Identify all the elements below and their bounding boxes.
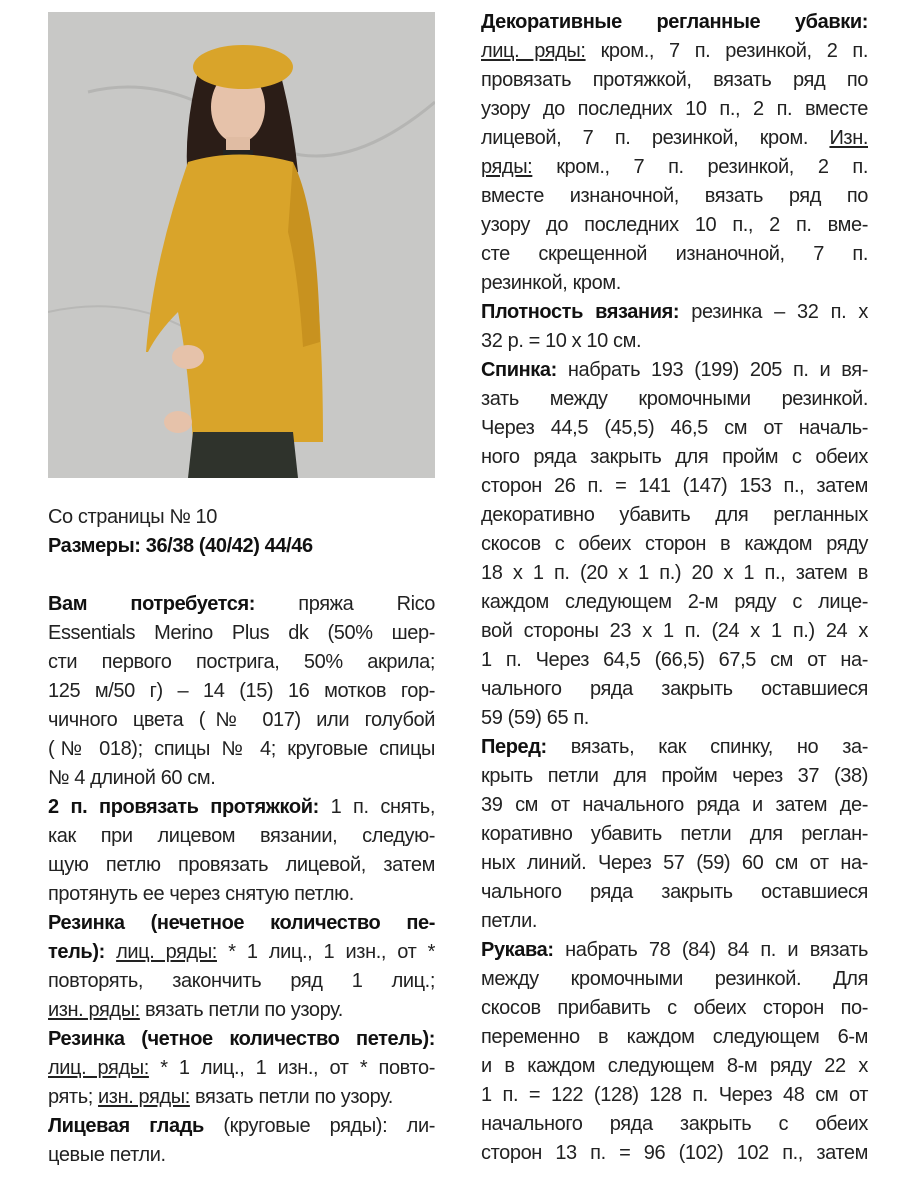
body-text [105, 941, 116, 963]
body-text: набрать 78 (84) 84 п. и вязать [553, 939, 868, 961]
text-line [48, 851, 435, 880]
body-text: протянуть ее через снятую петлю. [48, 883, 354, 905]
body-text: резинкой, кром. [481, 272, 621, 294]
text-line [48, 880, 435, 909]
body-text: 18 х 1 п. (20 х 1 п.) 20 х 1 п., затем в [481, 562, 868, 584]
spacer [48, 561, 435, 590]
body-text: Через 44,5 (45,5) 46,5 см от началь- [481, 417, 868, 439]
body-text: узору до последних 10 п., 2 п. вме- [481, 214, 868, 236]
body-text: кром., 7 п. резинкой, 2 п. [532, 156, 868, 178]
text-line [48, 1112, 435, 1141]
paragraph [48, 590, 435, 793]
text-line [48, 706, 435, 735]
text-line [481, 878, 868, 907]
paragraph [48, 1025, 435, 1112]
text-line [48, 648, 435, 677]
body-text: пряжа Rico [255, 593, 435, 615]
text-line [481, 936, 868, 965]
bold-heading-text: Декоративные регланные убавки: [481, 11, 868, 33]
text-line [481, 675, 868, 704]
text-line [481, 646, 868, 675]
text-line [481, 559, 868, 588]
body-text: лицевой, 7 п. резинкой, кром. [481, 127, 830, 149]
paragraph [481, 356, 868, 733]
body-text: чального ряда закрыть оставшиеся [481, 881, 868, 903]
text-line [481, 8, 868, 37]
body-text: 59 (59) 65 п. [481, 707, 589, 729]
text-line [481, 530, 868, 559]
text-line [48, 967, 435, 996]
text-line [48, 503, 435, 532]
text-line [48, 764, 435, 793]
body-text: переменно в каждом следующем 6-м [481, 1026, 868, 1048]
body-text: 125 м/50 г) – 14 (15) 16 мотков гор- [48, 680, 435, 702]
text-line [481, 269, 868, 298]
text-line [48, 735, 435, 764]
body-text: коративно убавить петли для реглан- [481, 823, 868, 845]
text-line [481, 965, 868, 994]
text-line [48, 677, 435, 706]
body-text: 1 п. снять, [318, 796, 435, 818]
bold-heading-text: Вам потребуется: [48, 593, 256, 615]
body-text: кром., 7 п. резинкой, 2 п. [585, 40, 868, 62]
paragraph [481, 298, 868, 356]
body-text: (№ 018); спицы № 4; круговые спицы [48, 738, 435, 760]
text-line [481, 1139, 868, 1168]
body-text: узору до последних 10 п., 2 п. вместе [481, 98, 868, 120]
body-text: щую петлю провязать лицевой, затем [48, 854, 435, 876]
text-line [48, 909, 435, 938]
body-text: петли. [481, 910, 538, 932]
text-line [481, 443, 868, 472]
body-text: 39 см от начального ряда и затем де- [481, 794, 868, 816]
bold-heading-text: Спинка: [481, 359, 557, 381]
text-line [481, 356, 868, 385]
bold-heading-text: Резинка (нечетное количество пе- [48, 912, 435, 934]
text-line [481, 791, 868, 820]
body-text: декоративно убавить для регланных [481, 504, 868, 526]
text-line [48, 1054, 435, 1083]
text-line [481, 588, 868, 617]
paragraph [48, 532, 435, 561]
body-text: Со страницы № 10 [48, 506, 217, 528]
bold-heading-text: Резинка (четное количество петель): [48, 1028, 435, 1050]
body-text: сторон 26 п. = 141 (147) 153 п., затем [481, 475, 868, 497]
body-text: вязать петли по узору. [189, 1086, 393, 1108]
text-line [48, 996, 435, 1025]
body-text: 32 р. = 10 х 10 см. [481, 330, 642, 352]
bold-heading-text: Размеры: 36/38 (40/42) 44/46 [48, 535, 313, 557]
body-text: резинка – 32 п. х [679, 301, 868, 323]
text-line [481, 1023, 868, 1052]
text-line [48, 938, 435, 967]
text-line [481, 414, 868, 443]
body-text: крыть петли для пройм через 37 (38) [481, 765, 868, 787]
text-line [481, 820, 868, 849]
text-line [481, 501, 868, 530]
text-line [481, 211, 868, 240]
text-line [48, 1025, 435, 1054]
body-text: зать между кромочными резинкой. [481, 388, 868, 410]
body-text: рять; [48, 1086, 99, 1108]
body-text: (круговые ряды): ли- [203, 1115, 435, 1137]
body-text: набрать 193 (199) 205 п. и вя- [556, 359, 868, 381]
woman-in-mustard-sweater-illustration [48, 12, 435, 478]
body-text: каждом следующем 2-м ряду с лице- [481, 591, 868, 613]
text-line [481, 95, 868, 124]
body-text: начального ряда закрыть с обеих [481, 1113, 868, 1135]
underlined-term: лиц. ряды: [48, 1057, 149, 1079]
text-line [481, 907, 868, 936]
underlined-term: ряды: [481, 156, 533, 178]
model-photo [48, 12, 435, 478]
body-text: чального ряда закрыть оставшиеся [481, 678, 868, 700]
body-text: провязать протяжкой, вязать ряд по [481, 69, 868, 91]
paragraph [48, 793, 435, 909]
bold-heading-text: Рукава: [481, 939, 554, 961]
paragraph [481, 936, 868, 1168]
bold-heading-text: Перед: [481, 736, 547, 758]
text-line [481, 124, 868, 153]
text-line [48, 532, 435, 561]
body-text: вой стороны 23 х 1 п. (24 х 1 п.) 24 х [481, 620, 868, 642]
right-text-column [481, 8, 868, 1168]
underlined-term: изн. ряды: [98, 1086, 190, 1108]
text-line [48, 619, 435, 648]
body-text: 1 п. Через 64,5 (66,5) 67,5 см от на- [481, 649, 868, 671]
body-text: скосов прибавить с обеих сторон по- [481, 997, 868, 1019]
bold-heading-text: Лицевая гладь [48, 1115, 204, 1137]
body-text: сти первого пострига, 50% акрила; [48, 651, 435, 673]
body-text: сте скрещенной изнаночной, 7 п. [481, 243, 868, 265]
paragraph [48, 1112, 435, 1170]
body-text: * 1 лиц., 1 изн., от * повто- [148, 1057, 435, 1079]
text-line [481, 762, 868, 791]
paragraph [48, 503, 435, 532]
left-text-column [48, 503, 435, 1170]
bold-heading-text: тель): [48, 941, 105, 963]
body-text: вязать, как спинку, но за- [546, 736, 868, 758]
body-text: 1 п. = 122 (128) 128 п. Через 48 см от [481, 1084, 868, 1106]
text-line [481, 472, 868, 501]
underlined-term: Изн. [829, 127, 868, 149]
text-line [48, 1141, 435, 1170]
body-text: повторять, закончить ряд 1 лиц.; [48, 970, 435, 992]
text-line [481, 298, 868, 327]
text-line [48, 1083, 435, 1112]
text-line [481, 385, 868, 414]
paragraph [481, 8, 868, 298]
body-text: ного ряда закрыть для пройм с обеих [481, 446, 868, 468]
text-line [481, 733, 868, 762]
body-text: как при лицевом вязании, следую- [48, 825, 435, 847]
paragraph [481, 733, 868, 936]
text-line [481, 704, 868, 733]
text-line [481, 1110, 868, 1139]
body-text: между кромочными резинкой. Для [481, 968, 868, 990]
text-line [481, 1052, 868, 1081]
text-line [481, 994, 868, 1023]
body-text: и в каждом следующем 8-м ряду 22 х [481, 1055, 868, 1077]
body-text: вязать петли по узору. [139, 999, 343, 1021]
bold-heading-text: Плотность вязания: [481, 301, 680, 323]
body-text: цевые петли. [48, 1144, 166, 1166]
body-text: сторон 13 п. = 96 (102) 102 п., затем [481, 1142, 868, 1164]
body-text: чичного цвета (№ 017) или голубой [48, 709, 435, 731]
text-line [48, 590, 435, 619]
text-line [48, 822, 435, 851]
body-text: вместе изнаночной, вязать ряд по [481, 185, 868, 207]
text-line [481, 327, 868, 356]
text-line [481, 849, 868, 878]
underlined-term: изн. ряды: [48, 999, 140, 1021]
bold-heading-text: 2 п. провязать протяжкой: [48, 796, 319, 818]
body-text: ных линий. Через 57 (59) 60 см от на- [481, 852, 868, 874]
paragraph [48, 909, 435, 1025]
body-text: скосов с обеих сторон в каждом ряду [481, 533, 868, 555]
text-line [481, 66, 868, 95]
text-line [481, 182, 868, 211]
text-line [481, 153, 868, 182]
body-text: № 4 длиной 60 см. [48, 767, 216, 789]
text-line [481, 240, 868, 269]
underlined-term: лиц. ряды: [116, 941, 217, 963]
text-line [481, 37, 868, 66]
body-text: * 1 лиц., 1 изн., от * [216, 941, 435, 963]
text-line [48, 793, 435, 822]
text-line [481, 617, 868, 646]
underlined-term: лиц. ряды: [481, 40, 586, 62]
text-line [481, 1081, 868, 1110]
body-text: Essentials Merino Plus dk (50% шер- [48, 622, 435, 644]
